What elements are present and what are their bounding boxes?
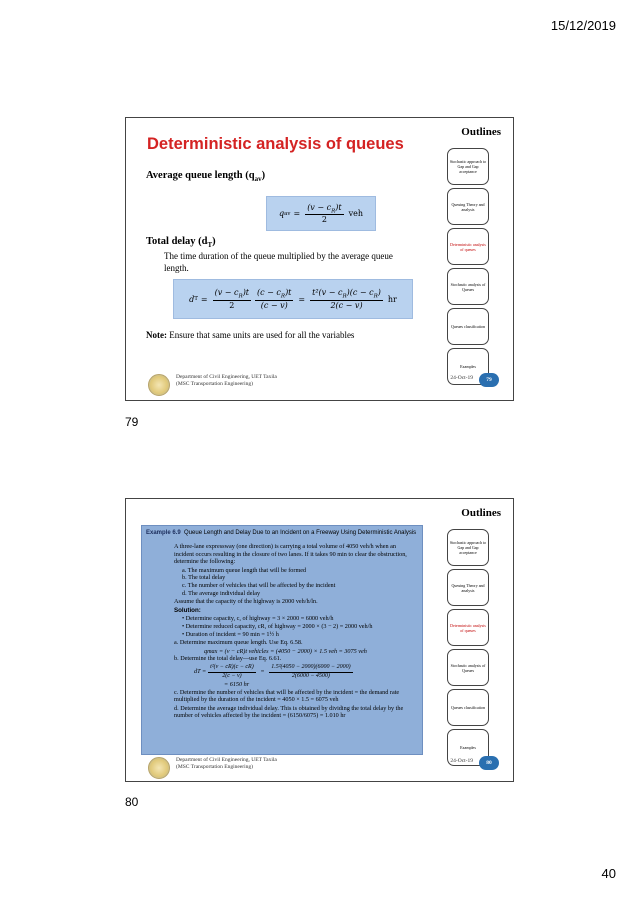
- step-a-equation: qmax = (v − cR)t vehicles = (4050 − 2000) × 1.5 veh = 3075 veh: [204, 647, 367, 655]
- outline-item-gap[interactable]: Stochastic approach to Gap and Gap acceptance: [447, 529, 489, 566]
- footer-date: 24-Oct-19: [450, 758, 473, 764]
- outline-item-classification[interactable]: Queues classification: [447, 308, 489, 345]
- total-delay-description: The time duration of the queue multiplied by the average queue length.: [164, 251, 393, 273]
- outlines-sidebar: [447, 529, 489, 769]
- footer-department: Department of Civil Engineering, UET Taxila (MSC Transportation Engineering): [176, 757, 277, 770]
- solution-bullet: • Duration of incident = 90 min = 1½ h: [182, 630, 279, 638]
- example-body: [174, 543, 414, 721]
- outline-item-queuing[interactable]: Queuing Theory and analysis: [447, 188, 489, 225]
- slide-number-badge: 80: [479, 756, 499, 770]
- avg-queue-heading: Average queue length $(q_{av})$: [146, 170, 266, 184]
- total-delay-equation: d T = $\frac{(v - c_R)t}{2}$ $\frac{(c - c_R)t}{(c - v)}$ = $\frac{t^2(v - c_R)(c - c_R)}{2(c - v)}$ hr: [173, 279, 413, 319]
- step-b-result: = 6150 hr: [224, 681, 250, 689]
- footer-department: Department of Civil Engineering, UET Taxila (MSC Transportation Engineering): [176, 374, 277, 387]
- step-a: a. Determine maximum queue length. Use Eq. 6.58.: [174, 639, 303, 647]
- outlines-sidebar: [447, 148, 489, 388]
- slide-80: [125, 498, 514, 782]
- university-logo-icon: [148, 757, 170, 779]
- step-c: c. Determine the number of vehicles that will be affected by the incident = the demand rate multiplied by the duration of the incident = 4050 × 1.5 = 6075 veh: [174, 688, 400, 704]
- slide-title: Deterministic analysis of queues: [147, 135, 404, 153]
- footer-date: 24-Oct-19: [450, 375, 473, 381]
- total-delay-heading: Total delay $(d_T)$: [146, 236, 216, 250]
- outlines-title: Outlines: [461, 126, 501, 138]
- step-d: d. Determine the average individual delay. This is obtained by dividing the total delay by the number of vehicles affected by the incident = (6150/6075) = 1.010 hr: [174, 704, 404, 720]
- outline-item-deterministic[interactable]: Deterministic analysis of queues: [447, 609, 489, 646]
- units-note: Note: Ensure that same units are used for all the variables: [146, 330, 355, 340]
- outline-item-examples[interactable]: Examples: [447, 348, 489, 385]
- outline-item-gap[interactable]: Stochastic approach to Gap and Gap acceptance: [447, 148, 489, 185]
- outline-item-queuing[interactable]: Queuing Theory and analysis: [447, 569, 489, 606]
- slide-79: [125, 117, 514, 401]
- question-item: a. The maximum queue length that will be formed: [182, 566, 307, 574]
- assumption: Assume that the capacity of the highway is 2000 veh/h/ln.: [174, 598, 318, 606]
- solution-bullet: • Determine capacity, c, of highway = 3 × 2000 = 6000 veh/h: [182, 615, 334, 623]
- question-item: c. The number of vehicles that will be affected by the incident: [182, 581, 336, 589]
- example-heading: Example 6.9 Queue Length and Delay Due to an Incident on a Freeway Using Deterministic Analysis: [146, 530, 417, 536]
- example-intro: A three-lane expressway (one direction) is carrying a total volume of 4050 veh/h when an incident occurs resulting in the closure of two lanes. If it takes 90 min to clear the obstruction, determine the following:: [174, 543, 407, 566]
- example-panel: [141, 525, 423, 755]
- solution-bullets: [182, 615, 414, 638]
- slide-label-80: 80: [125, 795, 139, 809]
- outline-item-classification[interactable]: Queues classification: [447, 689, 489, 726]
- outline-item-stochastic[interactable]: Stochastic analysis of Queues: [447, 268, 489, 305]
- solution-bullet: • Determine reduced capacity, cR, of highway = 2000 × (3 − 2) = 2000 veh/h: [182, 622, 373, 630]
- question-list: [182, 567, 414, 597]
- step-b: b. Determine the total delay—use Eq. 6.61.: [174, 655, 282, 663]
- page-date: 15/12/2019: [550, 18, 616, 33]
- question-item: b. The total delay: [182, 574, 226, 582]
- outline-item-stochastic[interactable]: Stochastic analysis of Queues: [447, 649, 489, 686]
- outlines-title: Outlines: [461, 507, 501, 519]
- slide-label-79: 79: [125, 415, 139, 429]
- slide-number-badge: 79: [479, 373, 499, 387]
- step-b-equation: dT = $\frac{\text{t²(v − cR)(c − cR)}}{2(c - v)}$ = $\frac{\text{1.5²(4050 − 2000)(6000 − 2000)}}{2(6000 - 4500)}$: [194, 663, 351, 679]
- outline-item-examples[interactable]: Examples: [447, 729, 489, 766]
- solution-label: Solution:: [174, 606, 201, 614]
- avg-queue-equation: q av = $\frac{(v - c_R)t}{2}$ veh: [266, 196, 376, 231]
- page-number: 40: [601, 866, 616, 881]
- university-logo-icon: [148, 374, 170, 396]
- question-item: d. The average individual delay: [182, 589, 261, 597]
- outline-item-deterministic[interactable]: Deterministic analysis of queues: [447, 228, 489, 265]
